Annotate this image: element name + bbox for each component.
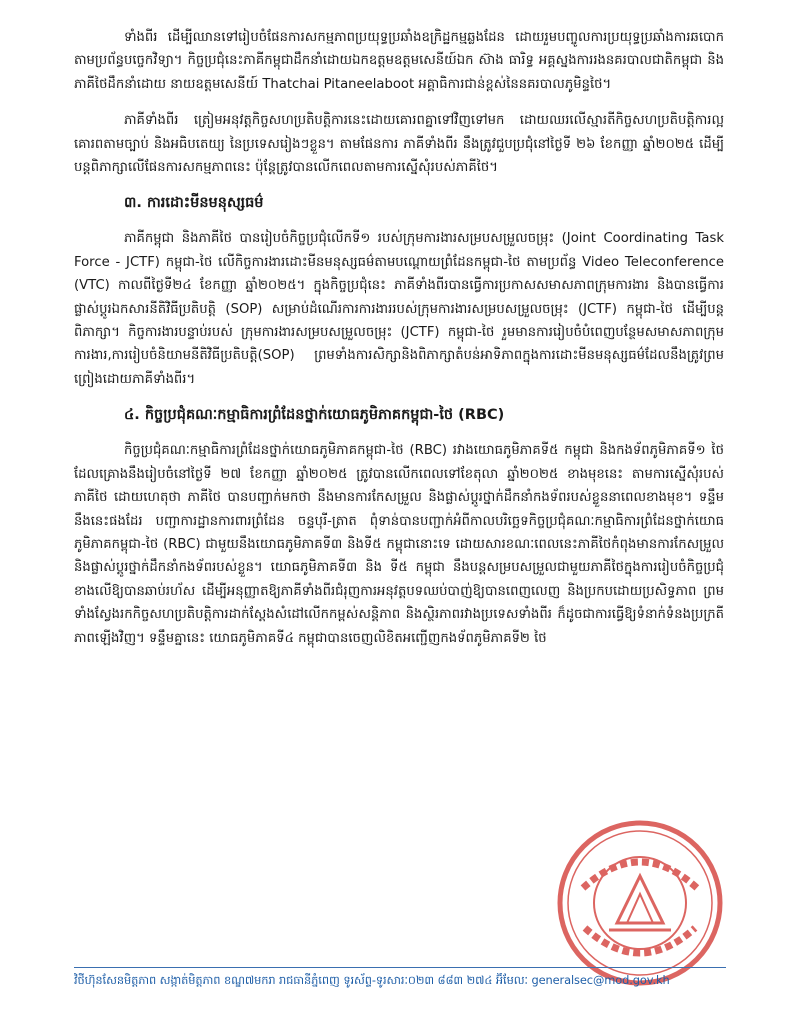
paragraph-jctf-meeting: ភាគីកម្ពុជា និងភាគីថៃ បានរៀបចំកិច្ចប្រជុំលើកទី១ របស់ក្រុមការងារសម្របសម្រួលចម្រុះ (Joint Coordinating Task Force - JCTF) កម្ពុជា-ថៃ លើកិច្ចការងារដោះមីនមនុស្សធម៌តាមបណ្ដោយព្រំដែនកម្ពុជា-ថៃ តាមប្រព័ន្ធ Video Teleconference (VTC) កាលពីថ្ងៃទី២៤ ខែកញ្ញា ឆ្នាំ២០២៥។ ក្នុងកិច្ចប្រជុំនេះ ភាគីទាំងពីរបានធ្វើការប្រកាសសមាសភាពក្រុមការងារ និងបានធ្វើការផ្លាស់ប្ដូរឯកសារនីតិវិធីប្រតិបត្តិ (SOP) សម្រាប់ដំណើរការការងាររបស់ក្រុមការងារសម្របសម្រួលចម្រុះ (JCTF) កម្ពុជា-ថៃ ដើម្បីបន្តពិភាក្សា។ កិច្ចការងារបន្ទាប់របស់ ក្រុមការងារសម្របសម្រួលចម្រុះ (JCTF) កម្ពុជា-ថៃ រួមមានការរៀបចំបំពេញបន្ថែមសមាសភាពក្រុមការងារ,ការរៀបចំនិយាមនីតិវិធីប្រតិបត្តិ(SOP) ព្រមទាំងការសិក្សានិងពិភាក្សាតំបន់អាទិភាពក្នុងការដោះមីនមនុស្សធម៌ដែលនឹងត្រូវព្រមព្រៀងដោយភាគីទាំងពីរ។: [74, 231, 724, 387]
footer-address: វិថីហ៊ុនសែនមិត្តភាព សង្កាត់មិត្តភាព ខណ្ឌ៧មករា រាជធានីភ្នំពេញ ទូរស័ព្ទ-ទូរសារៈ០២៣ ៨៨៣ ២៧៤ អ៊ីមែលៈ generalsec@mod.gov.kh: [74, 973, 670, 987]
paragraph-police-cooperation: ទាំងពីរ ដើម្បីឈានទៅរៀបចំផែនការសកម្មភាពប្រយុទ្ធប្រឆាំងឧក្រិដ្ឋកម្មឆ្លងដែន ដោយរួមបញ្ចូលការប្រយុទ្ធប្រឆាំងការឆបោកតាមប្រព័ន្ធបច្ចេកវិទ្យា។ កិច្ចប្រជុំនេះភាគីកម្ពុជាដឹកនាំដោយឯកឧត្តមឧត្តមសេនីយ៍ឯក ស៊ាង ធារិទ្ធ អគ្គស្នងការរងនគរបាលជាតិកម្ពុជា និងភាគីថៃដឹកនាំដោយ នាយឧត្តមសេនីយ៍ Thatchai Pitaneelaboot អគ្គាធិការជាន់ខ្ពស់នៃនគរបាលភូមិន្ទថៃ។: [74, 30, 724, 92]
paragraph-rbc-meeting: កិច្ចប្រជុំគណៈកម្មាធិការព្រំដែនថ្នាក់យោធភូមិភាគកម្ពុជា-ថៃ (RBC) រវាងយោធភូមិភាគទី៥ កម្ពុជា និងកងទ័ពភូមិភាគទី១ ថៃ ដែលគ្រោងនឹងរៀបចំនៅថ្ងៃទី ២៧ ខែកញ្ញា ឆ្នាំ២០២៥ ត្រូវបានលើកពេលទៅខែតុលា ឆ្នាំ២០២៥ ខាងមុខនេះ តាមការស្នើសុំរបស់ភាគីថៃ ដោយហេតុថា ភាគីថៃ បានបញ្ជាក់មកថា នឹងមានការកែសម្រួល និងផ្លាស់ប្តូរថ្នាក់ដឹកនាំកងទ័ពរបស់ខ្លួននាពេលខាងមុខ។ ទន្ទឹមនឹងនេះផងដែរ បញ្ជាការដ្ឋានការពារព្រំដែន ចន្ទបុរី-ត្រាត ពុំទាន់បានបញ្ជាក់អំពីកាលបរិច្ឆេទកិច្ចប្រជុំគណៈកម្មាធិការព្រំដែនថ្នាក់យោធភូមិភាគកម្ពុជា-ថៃ (RBC) ជាមួយនឹងយោធភូមិភាគទី៣ និងទី៥ កម្ពុជានោះទេ ដោយសារខណៈពេលនេះភាគីថៃកំពុងមានការកែសម្រួលនិងផ្លាស់ប្តូរថ្នាក់ដឹកនាំកងទ័ពរបស់ខ្លួន។ យោធភូមិភាគទី៣ និង ទី៥ កម្ពុជា នឹងបន្តសម្របសម្រួលជាមួយភាគីថៃក្នុងការរៀបចំកិច្ចប្រជុំខាងលើឱ្យបានឆាប់រហ័ស ដើម្បីអនុញ្ញាតឱ្យភាគីទាំងពីរជំរុញការអនុវត្តបទឈប់បាញ់ឱ្យបានពេញលេញ និងប្រកបដោយប្រសិទ្ធភាព ព្រមទាំងស្វែងរកកិច្ចសហប្រតិបត្តិការដាក់ស្តែងសំដៅលើកកម្ពស់សន្តិភាព និងស្ថិរភាពរវាងប្រទេសទាំងពីរ ក៏ដូចជាការធ្វើឱ្យទំនាក់ទំនងប្រក្រតីភាពឡើងវិញ។ ទន្ទឹមគ្នានេះ យោធភូមិភាគទី៤ កម្ពុជាបានចេញលិខិតអញ្ជើញកងទ័ពភូមិភាគទី២ ថៃ: [74, 443, 724, 646]
footer-divider: [74, 967, 726, 968]
paragraph-meeting-postponed: ភាគីទាំងពីរ ត្រៀមអនុវត្តកិច្ចសហប្រតិបត្តិការនេះដោយគោរពគ្នាទៅវិញទៅមក ដោយឈរលើស្មារតីកិច្ចសហប្រតិបត្តិការល្អ គោរពតាមច្បាប់ និងអធិបតេយ្យ នៃប្រទេសរៀងៗខ្លួន។ តាមផែនការ ភាគីទាំងពីរ នឹងត្រូវជួបប្រជុំនៅថ្ងៃទី ២៦ ខែកញ្ញា ឆ្នាំ២០២៥ ដើម្បីបន្តពិភាក្សាលើផែនការសកម្មភាពនេះ ប៉ុន្តែត្រូវបានលើកពេលតាមការស្នើសុំរបស់ភាគីថៃ។: [74, 113, 724, 176]
document-body: [74, 26, 724, 663]
official-seal-stamp: [555, 818, 725, 988]
section-heading-demining: ៣. ការដោះមីនមនុស្សធម៌: [124, 195, 264, 212]
section-heading-rbc: ៤. កិច្ចប្រជុំគណៈកម្មាធិការព្រំដែនថ្នាក់យោធភូមិភាគកម្ពុជា-ថៃ (RBC): [124, 407, 505, 424]
